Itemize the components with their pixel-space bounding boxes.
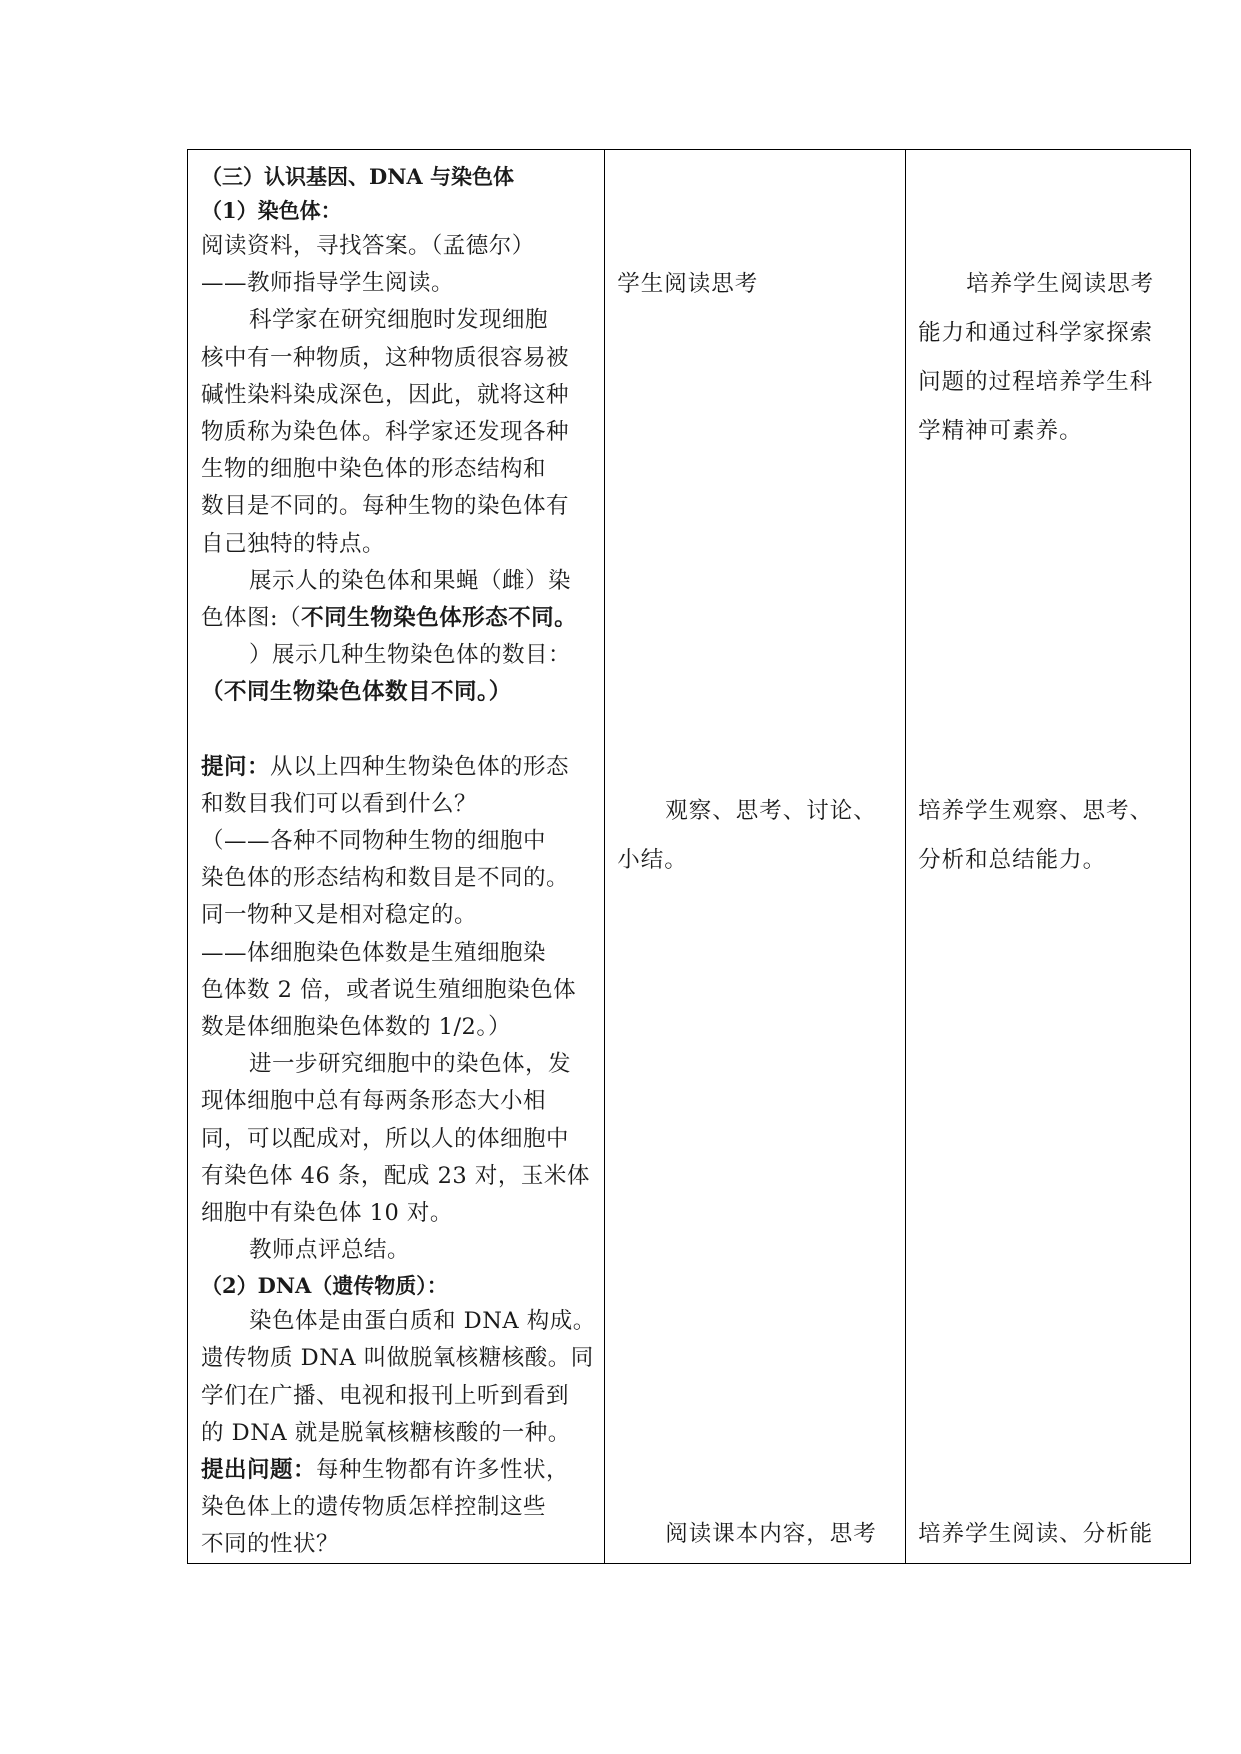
text-line <box>201 749 597 786</box>
text-line: ——教师指导学生阅读。 <box>201 270 455 297</box>
chromosome-subheading: （1）染色体： <box>201 198 342 223</box>
purpose-1 <box>918 260 1188 309</box>
text-line: 不同的性状？ <box>201 1531 340 1558</box>
text-line-content: 进一步研究细胞中的染色体，发 <box>249 1051 572 1078</box>
purpose-1-text: 培养学生阅读思考 <box>966 271 1155 297</box>
student-activity-2-text: 观察、思考、讨论、 <box>665 798 877 824</box>
text-line: 现体细胞中总有每两条形态大小相 <box>201 1088 547 1115</box>
purpose-3: 培养学生阅读、分析能 <box>918 1521 1154 1547</box>
text-line: 生物的细胞中染色体的形态结构和 <box>201 456 547 483</box>
text-line-content: 从以上四种生物染色体的形态 <box>270 753 570 780</box>
student-activity-2-cont: 小结。 <box>617 847 688 873</box>
dna-subheading: （2）DNA（遗传物质）： <box>201 1273 448 1299</box>
text-line: 染色体的形态结构和数目是不同的。 <box>201 865 570 892</box>
text-line: 染色体上的遗传物质怎样控制这些 <box>201 1494 547 1521</box>
text-line-content: 染色体是由蛋白质和 DNA 构成。 <box>249 1308 596 1335</box>
text-line: （——各种不同物种生物的细胞中 <box>201 828 547 854</box>
text-line: 色体数 2 倍，或者说生殖细胞染色体 <box>201 976 577 1003</box>
text-line: 物质称为染色体。科学家还发现各种 <box>201 418 570 445</box>
text-line-content: 科学家在研究细胞时发现细胞 <box>249 307 549 334</box>
purpose-1-cont: 学精神可素养。 <box>918 418 1083 444</box>
text-line-content: ）展示几种生物染色体的数目： <box>249 642 572 669</box>
text-line-content: 每种生物都有许多性状， <box>316 1457 570 1483</box>
question-label: 提问： <box>201 753 271 780</box>
text-line: 学们在广播、电视和报刊上听到看到 <box>201 1382 570 1409</box>
purpose-1-cont: 能力和通过科学家探索 <box>918 320 1154 346</box>
text-line <box>201 1232 597 1269</box>
purpose-1-cont: 问题的过程培养学生科 <box>918 369 1154 395</box>
purpose-2-cont: 分析和总结能力。 <box>918 847 1107 873</box>
student-activity-3 <box>617 1516 887 1552</box>
text-line: 碱性染料染成深色，因此，就将这种 <box>201 381 570 408</box>
text-line: 阅读资料，寻找答案。（孟德尔） <box>201 233 535 259</box>
text-line-content: 色体图:（ <box>201 604 302 631</box>
text-line: 细胞中有染色体 10 对。 <box>201 1199 453 1226</box>
text-line: 自己独特的特点。 <box>201 530 386 557</box>
lesson-plan-table <box>187 149 1191 1564</box>
text-line: 核中有一种物质，这种物质很容易被 <box>201 344 570 371</box>
text-line <box>201 1303 597 1340</box>
student-activity-3-text: 阅读课本内容，思考 <box>665 1521 877 1547</box>
text-line <box>201 1452 597 1489</box>
text-line: 同一物种又是相对稳定的。 <box>201 902 478 929</box>
text-line <box>201 637 597 674</box>
text-line <box>201 302 597 339</box>
text-line: 同，可以配成对，所以人的体细胞中 <box>201 1125 570 1152</box>
student-activity-1: 学生阅读思考 <box>617 271 759 297</box>
student-activity-2 <box>617 787 887 836</box>
design-purpose-cell <box>906 150 1191 1564</box>
bold-conclusion: （不同生物染色体数目不同。） <box>201 679 512 706</box>
text-line <box>201 563 597 600</box>
text-line: ——体细胞染色体数是生殖细胞染 <box>201 939 547 966</box>
student-activity-cell <box>605 150 906 1564</box>
text-line: 数是体细胞染色体数的 1/2。） <box>201 1013 512 1040</box>
text-line: 和数目我们可以看到什么？ <box>201 790 478 817</box>
table-row <box>188 150 1191 1564</box>
section-heading: （三）认识基因、DNA 与染色体 <box>201 164 515 189</box>
text-line <box>201 674 597 711</box>
text-line <box>201 600 597 637</box>
text-line-content: 教师点评总结。 <box>249 1237 411 1264</box>
text-line: 的 DNA 就是脱氧核糖核酸的一种。 <box>201 1419 571 1446</box>
teacher-activity-cell <box>188 150 605 1564</box>
text-line: 遗传物质 DNA 叫做脱氧核糖核酸。同 <box>201 1345 594 1372</box>
text-line: 数目是不同的。每种生物的染色体有 <box>201 493 570 520</box>
text-line-content: 展示人的染色体和果蝇（雌）染 <box>249 567 572 594</box>
text-line <box>201 1046 597 1083</box>
blank-line <box>201 711 597 748</box>
ask-question-label: 提出问题： <box>201 1457 317 1483</box>
text-line: 有染色体 46 条，配成 23 对，玉米体 <box>201 1162 590 1189</box>
purpose-2: 培养学生观察、思考、 <box>918 798 1154 824</box>
bold-conclusion: 不同生物染色体形态不同。 <box>301 604 578 631</box>
